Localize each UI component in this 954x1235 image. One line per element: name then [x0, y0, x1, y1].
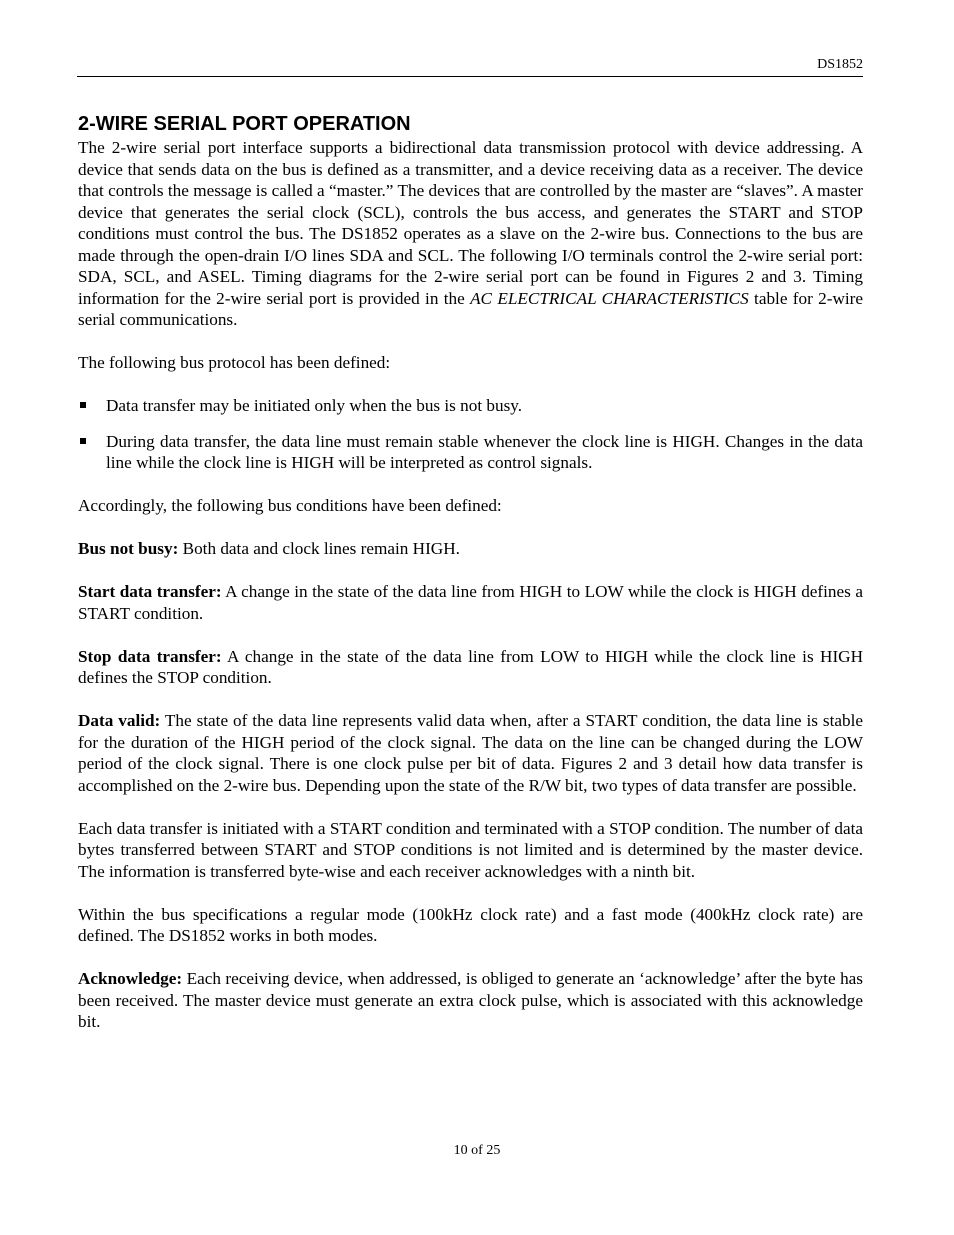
condition-text: A change in the state of the data line from HIGH to LOW while the clock is HIGH defines a START condition.: [78, 582, 863, 623]
condition-term: Start data transfer:: [78, 582, 222, 601]
bullet-text: During data transfer, the data line must remain stable whenever the clock line is HIGH. Changes in the data line while the clock line is HIGH will be interpreted as control signals.: [106, 431, 863, 472]
intro-paragraph: [78, 137, 863, 331]
ac-characteristics-reference: AC ELECTRICAL CHARACTERISTICS: [470, 288, 749, 308]
list-item: [78, 431, 863, 474]
bullet-text: Data transfer may be initiated only when the bus is not busy.: [106, 396, 523, 415]
acknowledge-text: Each receiving device, when addressed, is obliged to generate an ‘acknowledge’ after the byte has been received. The master device must generate an extra clock pulse, which is associated with this acknowledge bit.: [78, 969, 863, 1031]
header-divider: [77, 76, 863, 77]
condition-text: A change in the state of the data line from LOW to HIGH while the clock line is HIGH defines the STOP condition.: [78, 646, 863, 687]
intro-text-after: table for 2-wire serial communications.: [78, 288, 863, 329]
protocol-bullet-list: [78, 395, 863, 474]
condition-term: Data valid:: [78, 711, 161, 730]
condition-text: Both data and clock lines remain HIGH.: [178, 539, 460, 558]
modes-paragraph: Within the bus specifications a regular mode (100kHz clock rate) and a fast mode (400kHz clock rate) are defined. The DS1852 works in both modes.: [78, 904, 863, 945]
intro-text-before: The 2-wire serial port interface supports a bidirectional data transmission protocol with device addressing. A device that sends data on the bus is defined as a transmitter, and a device receiving data as a receiver. The device that controls the message is called a “master.” The devices that are controlled by the master are “slaves”. A master device that generates the serial clock (SCL), controls the bus access, and generates the START and STOP conditions must control the bus. The DS1852 operates as a slave on the 2-wire bus. Connections to the bus are made through the open-drain I/O lines SDA and SCL. The following I/O terminals control the 2-wire serial port: SDA, SCL, and ASEL. Timing diagrams for the 2-wire serial port can be found in Figures 2 and 3. Timing information for the 2-wire serial port is provided in the: [78, 138, 863, 308]
page-number: 10 of 25: [453, 1143, 501, 1158]
square-bullet-icon: [80, 438, 86, 444]
acknowledge-term: Acknowledge:: [78, 969, 183, 988]
page-content: [78, 112, 863, 1054]
section-title: 2-WIRE SERIAL PORT OPERATION: [78, 113, 411, 135]
condition-term: Stop data transfer:: [78, 646, 222, 666]
condition-text: The state of the data line represents valid data when, after a START condition, the data line is stable for the duration of the HIGH period of the clock signal. The data on the line can be changed during the LOW period of the clock signal. There is one clock pulse per bit of data. Figures 2 and 3 detail how data transfer is accomplished on the 2-wire bus. Depending upon the state of the R/W bit, two types of data transfer are possible.: [78, 711, 864, 795]
document-id: DS1852: [817, 57, 863, 72]
list-item: [78, 395, 863, 417]
acknowledge-paragraph: [78, 968, 863, 1033]
condition-stop-data-transfer: [78, 646, 863, 689]
transfer-paragraph: Each data transfer is initiated with a START condition and terminated with a STOP condition. The number of data bytes transferred between START and STOP conditions is not limited and is determined by the master device. The information is transferred byte-wise and each receiver acknowledges with a ninth bit.: [78, 818, 863, 881]
condition-bus-not-busy: [78, 538, 863, 560]
condition-term: Bus not busy:: [78, 539, 179, 558]
square-bullet-icon: [80, 402, 86, 408]
condition-data-valid: [78, 710, 863, 796]
protocol-intro: The following bus protocol has been defined:: [78, 353, 391, 372]
conditions-intro: Accordingly, the following bus conditions have been defined:: [78, 496, 502, 515]
condition-start-data-transfer: [78, 581, 863, 624]
